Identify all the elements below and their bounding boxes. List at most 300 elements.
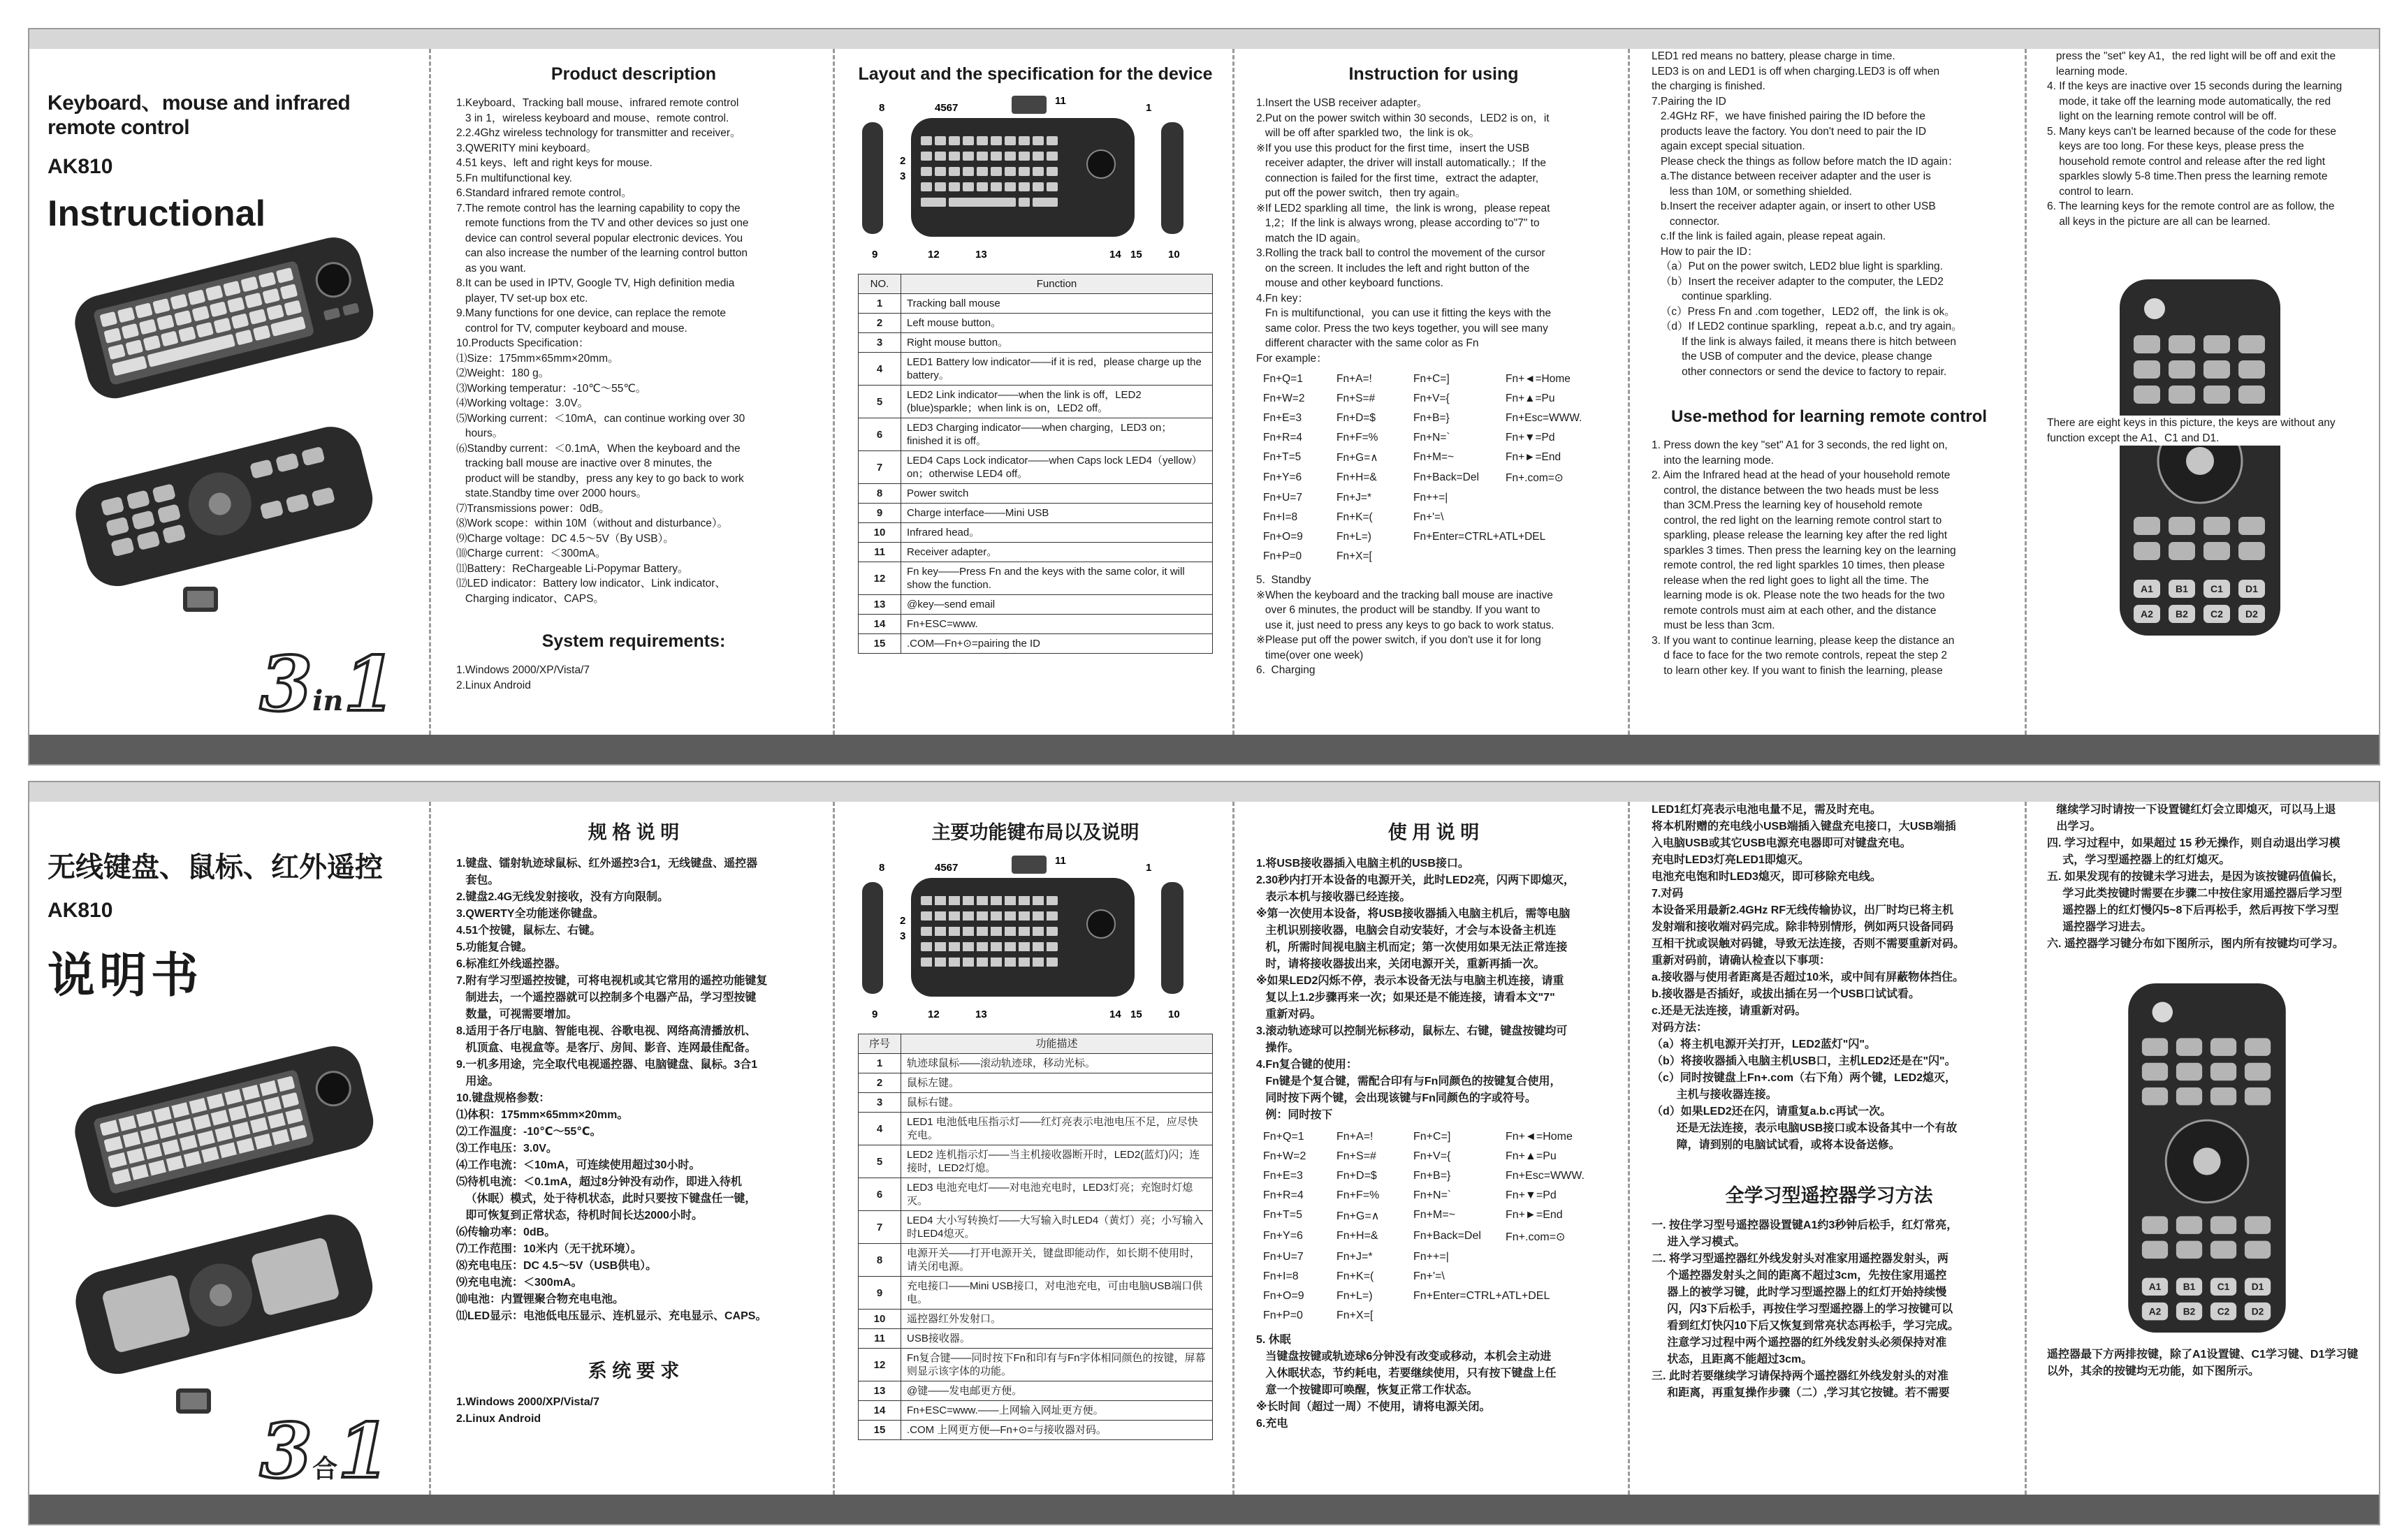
top-bar [29, 29, 2379, 49]
fn-combo: Fn+T=5 [1263, 1209, 1303, 1221]
remote-key [2245, 1063, 2271, 1080]
row-number: 14 [859, 1401, 901, 1421]
remote-key [2245, 1216, 2271, 1233]
learning-key-label: D2 [2245, 608, 2258, 619]
fn-combo: Fn+A=! [1336, 373, 1372, 385]
table-row [859, 333, 1213, 353]
row-function: Right mouse button。 [901, 333, 1213, 353]
fold-line [1628, 49, 1630, 735]
fold-line [2025, 802, 2027, 1495]
remote-key [2245, 1087, 2271, 1105]
fn-combo: Fn+Q=1 [1263, 1131, 1304, 1143]
fn-combo: Fn+C=] [1413, 373, 1450, 385]
ok-button-icon [2186, 447, 2214, 475]
table-row [859, 562, 1213, 595]
instruction-panel-cn [1238, 802, 1629, 1495]
table-row [859, 615, 1213, 634]
fn-combo: Fn+U=7 [1263, 1251, 1304, 1263]
fold-line [1628, 802, 1630, 1495]
fn-combo: Fn+.com=⊙ [1506, 1231, 1566, 1243]
fn-combo: Fn+A=! [1336, 1131, 1374, 1143]
fn-combo [1506, 550, 1610, 563]
row-number: 9 [859, 504, 901, 523]
learning-key-label: B2 [2183, 1306, 2196, 1317]
remote-key [2245, 1241, 2271, 1259]
product-heading-cn: 规 格 说 明 [588, 822, 680, 843]
table-row [859, 1178, 1213, 1211]
learning-key-label: B1 [2176, 583, 2188, 594]
fn-combo: Fn+P=0 [1263, 550, 1302, 562]
bottom-bar [29, 1495, 2379, 1524]
fn-combo: Fn+M=~ [1413, 1209, 1456, 1221]
usb-receiver-illustration [176, 580, 225, 622]
remote-key [2203, 386, 2230, 404]
fn-combo: Fn+F=% [1336, 432, 1378, 443]
fn-combo: Fn+L=) [1336, 531, 1371, 543]
fn-combo: Fn+N=` [1413, 1189, 1452, 1201]
remote-key [2238, 360, 2265, 379]
row-function: 鼠标左键。 [901, 1073, 1213, 1093]
keyboard-illustration [64, 223, 386, 419]
remote-key [2203, 335, 2230, 353]
learning-body-cn: 一. 按住学习型号遥控器设置键A1约3秒钟后松手，红灯常亮， 进入学习模式。 二. 将学习型遥控器红外线发射头对准家用遥控器发射头，两 个遥控器发射头之间的距离不超过3cm，先按住家用遥控 器上的被学习键，此时学习型遥控器上的红灯开始持续慢 闪，闪3下后松手，再按住学习型遥控器上的学习按键可以 看到红灯快闪10下后又恢复到常亮状态再松手，学习完成。 注意学习过程中两个遥控器的红外线发射头必须保持对准 状态，且距离不能超过3cm。 三. 此时若要继续学习请保持两个遥控器红外线发射头的对准 和距离，再重复操作步骤（二）,学习其它按键。若不需要 [1652, 1219, 1960, 1399]
row-function: Fn+ESC=www.——上网输入网址更方便。 [901, 1401, 1213, 1421]
fn-combo: Fn+G=∧ [1336, 452, 1378, 464]
fn-combo [1506, 511, 1610, 524]
row-number: 7 [859, 1211, 901, 1244]
instruction-body-standby-cn: 5. 休眠 当键盘按键或轨迹球6分钟没有改变或移动，本机会主动进 入休眠状态，节约耗电，若要继续使用，只有按下键盘上任 意一个按键即可唤醒，恢复正常工作状态。 ※长时间（超过一周）不使用，请将电源关闭。 6.充电 [1256, 1334, 1557, 1430]
table-row [859, 418, 1213, 451]
table-row [859, 1277, 1213, 1310]
row-number: 6 [859, 1178, 901, 1211]
fn-combo: Fn+V={ [1413, 393, 1450, 404]
fn-combo: Fn+R=4 [1263, 1189, 1304, 1201]
fn-combo: Fn+▼=Pd [1506, 1189, 1557, 1201]
power-button-icon [2152, 1002, 2173, 1022]
row-number: 2 [859, 314, 901, 333]
fn-combo: Fn+V={ [1413, 1150, 1451, 1162]
system-requirements-heading-cn: 系 统 要 求 [588, 1361, 680, 1381]
table-row [859, 1113, 1213, 1145]
callout-3: 3 [900, 170, 906, 182]
fn-combo: Fn+S=# [1336, 393, 1376, 404]
row-function: LED1 Battery low indicator——if it is red，please charge up the battery。 [901, 353, 1213, 386]
pairing-panel [1633, 49, 2025, 735]
system-requirements-heading: System requirements: [541, 631, 726, 651]
keyboard-illustration [64, 1039, 386, 1221]
row-number: 10 [859, 523, 901, 543]
pairing-body-cn: LED1红灯亮表示电池电量不足，需及时充电。 将本机附赠的充电线小USB端插入键盘充电接口，大USB端插 入电脑USB或其它USB电源充电器即可对键盘充电。 充电时LED3灯亮LED1即熄灭。 电池充电饱和时LED3熄灭，即可移除充电线。 7.对码 本设备采用最新2.4GHz RF无线传输协议，出厂时均已将主机 发射端和接收端对码完成。除非特别情形，例如两只设备同码 互相干扰或误触对码键，导致无法连接，否则不需要重新对码。 重新对码前，请确认检查以下事项： a.接收器与使用者距离是否超过10米，或中间有屏蔽物体挡住。 b.接收器是否插好，或拔出插在另一个USB口试试看。 c.还是无法连接，请重新对码。 对码方法： （a）将主机电源开关打开，LED2蓝灯"闪"。 （b）将接收器插入电脑主机USB口，主机LED2还是在"闪"。 （c）同时按键盘上Fn+.com（右下角）两个键，LED2熄灭， 主机与接收器连接。 （d）如果LED2还在闪，请重复a.b.c再试一次。 还是无法连接，表示电脑USB接口或本设备其中一个有故 障，请到别的电脑试试看，或将本设备送修。 [1652, 804, 1965, 1151]
learning-key-label: C1 [2217, 1282, 2230, 1293]
cover-doc-title: Instructional [48, 193, 266, 234]
remote-key [2203, 360, 2230, 379]
row-number: 1 [859, 1054, 901, 1073]
cover-title-cn: 无线键盘、鼠标、红外遥控 [48, 852, 383, 883]
row-number: 6 [859, 418, 901, 451]
callout-11: 11 [1055, 856, 1066, 867]
row-function: LED3 电池充电灯——对电池充电时，LED3灯亮；充饱时灯熄灭。 [901, 1178, 1213, 1211]
table-row [859, 1401, 1213, 1421]
fn-combo: Fn+M=~ [1413, 451, 1455, 463]
fn-combo [1506, 1270, 1610, 1283]
fn-combo: Fn+Esc=WWW. [1506, 412, 1582, 424]
row-function: @key—send email [901, 595, 1213, 615]
remote-key [2142, 1241, 2168, 1259]
ok-button-icon [2193, 1147, 2220, 1175]
fn-combo: Fn+L=) [1336, 1290, 1373, 1302]
row-function: .COM 上网更方便—Fn+⊙=与接收器对码。 [901, 1421, 1213, 1440]
fn-combo: Fn+E=3 [1263, 1170, 1303, 1182]
table-row [859, 1329, 1213, 1349]
callout-13: 13 [975, 249, 987, 261]
fn-combo: Fn+X=[ [1336, 1310, 1374, 1321]
row-number: 9 [859, 1277, 901, 1310]
row-number: 15 [859, 1421, 901, 1440]
fn-combo: Fn+Esc=WWW. [1506, 1170, 1585, 1182]
row-number: 11 [859, 543, 901, 562]
fn-combo: Fn+I=8 [1263, 1270, 1299, 1282]
instruction-body-cn: 1.将USB接收器插入电脑主机的USB接口。 2.30秒内打开本设备的电源开关，此时LED2亮，闪两下即熄灭， 表示本机与接收器已经连接。 ※第一次使用本设备，将USB接收器插入电脑主机后，需等电脑 主机识别接收器，电脑会自动安装好，才会与本设备主机连 机，所需时间视电脑主机而定；第一次使用如果无法正常连接 时，请将接收器拔出来，关闭电源开关，重新再插一次。 ※如果LED2闪烁不停，表示本设备无法与电脑主机连接，请重 复以上1.2步骤再来一次；如果还是不能连接，请看本文"7" 重新对码。 3.滚动轨迹球可以控制光标移动，鼠标左、右键，键盘按键均可 操作。 4.Fn复合键的使用： Fn键是个复合键，需配合印有与Fn同颜色的按键复合使用， 同时按下两个键，会出现该键与Fn同颜色的字或符号。 例：同时按下 [1256, 858, 1575, 1121]
learning-key-label: D1 [2251, 1282, 2264, 1293]
fn-combo: Fn+Back=Del [1413, 471, 1479, 483]
row-number: 14 [859, 615, 901, 634]
callout-2: 2 [900, 915, 906, 927]
remote-key [2210, 1241, 2236, 1259]
fn-combo: Fn+D=$ [1336, 412, 1376, 424]
table-row [859, 1381, 1213, 1401]
callout-9: 9 [872, 1009, 878, 1020]
instruction-heading-cn: 使 用 说 明 [1387, 822, 1480, 843]
fn-combo [1413, 550, 1506, 563]
table-row [859, 353, 1213, 386]
fn-combo: Fn+◄=Home [1506, 1131, 1573, 1143]
fn-combo [1413, 1310, 1506, 1322]
remote-key [2238, 386, 2265, 404]
row-number: 10 [859, 1310, 901, 1329]
fn-combo: Fn+K=( [1336, 1270, 1374, 1282]
row-number: 8 [859, 484, 901, 504]
remote-side-illustration [64, 1214, 386, 1381]
row-number: 3 [859, 333, 901, 353]
fn-combo: Fn+H=& [1336, 1230, 1378, 1242]
row-function: @键——发电邮更方便。 [901, 1381, 1213, 1401]
row-number: 4 [859, 353, 901, 386]
callout-10: 10 [1168, 1009, 1180, 1020]
three-in-one-logo-cn: 3合1 [260, 1407, 391, 1495]
chinese-manual-sheet [28, 781, 2380, 1525]
learning-key-label: C2 [2217, 1306, 2230, 1317]
layout-panel [840, 49, 1231, 735]
remote-key [2142, 1038, 2168, 1055]
learning-keys-panel-cn [2029, 802, 2378, 1495]
fn-combo [1506, 1310, 1610, 1322]
pairing-panel-cn [1633, 802, 2025, 1495]
fn-combo: Fn+R=4 [1263, 432, 1303, 443]
row-function: 遥控器红外发射口。 [901, 1310, 1213, 1329]
english-manual-sheet [28, 28, 2380, 765]
learning-key-label: D1 [2245, 583, 2258, 594]
row-function: Infrared head。 [901, 523, 1213, 543]
callout-1: 1 [1146, 862, 1152, 874]
learning-key-label: B2 [2176, 608, 2188, 619]
callout-15: 15 [1130, 249, 1142, 261]
remote-key [2203, 542, 2230, 560]
fn-combo: Fn+F=% [1336, 1189, 1380, 1201]
fn-combo: Fn+W=2 [1263, 1150, 1306, 1162]
row-function: Fn复合键——同时按下Fn和印有与Fn字体相同颜色的按键，屏幕则显示该字体的功能。 [901, 1349, 1213, 1381]
function-table-cn [858, 1034, 1213, 1440]
callout-10: 10 [1168, 249, 1180, 261]
fn-combo: Fn+O=9 [1263, 1290, 1304, 1302]
table-row [859, 314, 1213, 333]
fn-combo: Fn+▼=Pd [1506, 432, 1555, 443]
fold-line [833, 802, 835, 1495]
fn-combo: Fn+Y=6 [1263, 471, 1302, 483]
table-row [859, 634, 1213, 654]
remote-key [2134, 386, 2160, 404]
row-function: LED2 Link indicator——when the link is off，LED2 (blue)sparkle；when link is on，LED2 off。 [901, 386, 1213, 418]
row-function: 鼠标右键。 [901, 1093, 1213, 1113]
remote-key [2238, 517, 2265, 535]
remote-key [2176, 1241, 2202, 1259]
row-number: 5 [859, 386, 901, 418]
fn-combo: Fn++=| [1413, 492, 1448, 504]
remote-key [2142, 1087, 2168, 1105]
fold-line [429, 49, 431, 735]
fn-combo: Fn++=| [1413, 1251, 1449, 1263]
fn-combo: Fn+B=} [1413, 1170, 1451, 1182]
learning-key-label: D2 [2251, 1306, 2264, 1317]
fn-combo: Fn+N=` [1413, 432, 1450, 443]
fn-combo: Fn+.com=⊙ [1506, 472, 1564, 484]
learning-remote-illustration-cn [2120, 983, 2294, 1333]
fn-combo: Fn+'=\ [1413, 1270, 1445, 1282]
callout-13: 13 [975, 1009, 987, 1020]
fn-combo: Fn+U=7 [1263, 492, 1303, 504]
remote-key [2142, 1063, 2168, 1080]
row-function: LED3 Charging indicator——when charging，LED3 on；finished it is off。 [901, 418, 1213, 451]
learning-heading-cn: 全学习型遥控器学习方法 [1725, 1185, 1933, 1206]
remote-key [2210, 1216, 2236, 1233]
learning-body: 1. Press down the key "set" A1 for 3 seconds, the red light on, into the learning mode. 2. Aim the Infrared head at the head of your household remote control, the distance between the two heads must be less than 3CM.Press the learning key of household remote control, the red light on the learning remote control start to sparkling, please release the learning key after the red light sparkles 3 times. Then press the learning key on the learning remote control, the red light sparkles 10 times, then please release when the red light goes to light all the time. The learning mode is ok. Please note the two heads for the two remote controls must aim at each other, and the distance must be less than 3cm. 3. If you want to continue learning, please keep the distance an d face to face for the two remote controls, repeat the step 2 to learn other key. If you want to finish the learning, please [1652, 439, 1956, 677]
fn-combo: Fn+S=# [1336, 1150, 1376, 1162]
fn-combo: Fn+Back=Del [1413, 1230, 1481, 1242]
learning-body-continued-cn: 继续学习时请按一下设置键红灯会立即熄灭，可以马上退 出学习。 四. 学习过程中，如果超过 15 秒无操作，则自动退出学习模 式，学习型遥控器上的红灯熄灭。 五. 如果发现有的按键未学习进去，是因为该按键码值偏长， 学习此类按键时需要在步骤二中按住家用遥控器后学习型 遥控器上的红灯慢闪5~8下后再松手，然后再按下学习型 遥控器学习进去。 六. 遥控器学习键分布如下图所示，图内所有按键均可学习。 [2047, 804, 2344, 950]
callout-14: 14 [1109, 1009, 1121, 1020]
row-function: Power switch [901, 484, 1213, 504]
row-function: Tracking ball mouse [901, 294, 1213, 314]
product-description-panel [438, 49, 829, 735]
fn-combo: Fn+►=End [1506, 1209, 1563, 1221]
callout-12: 12 [928, 1009, 940, 1020]
fn-combo [1506, 1290, 1610, 1303]
instruction-panel [1238, 49, 1629, 735]
row-number: 1 [859, 294, 901, 314]
learning-body-continued: press the "set" key A1，the red light will be off and exit the learning mode. 4. If the keys are inactive over 15 seconds during the learning mode, it take off the learning mode automatically, the red light on the learning remote control will be off. 5. Many keys can't be learned because of the code for these keys are too long. For these keys, please press the household remote control and release after the red light sparkles slowly 5-8 time.Then press the learning remote control to learn. 6. The learning keys for the remote control are as follow, the all keys in the picture are all can be learned. [2047, 50, 2343, 228]
table-row [859, 595, 1213, 615]
table-row [859, 523, 1213, 543]
row-function: LED4 大小写转换灯——大写输入时LED4（黄灯）亮；小写输入时LED4熄灭。 [901, 1211, 1213, 1244]
row-function: Charge interface——Mini USB [901, 504, 1213, 523]
row-number: 7 [859, 451, 901, 484]
callout-3: 3 [900, 930, 906, 942]
fn-combo: Fn+W=2 [1263, 393, 1305, 404]
fn-combo: Fn+Q=1 [1263, 373, 1303, 385]
callout-8: 8 [879, 102, 885, 114]
row-number: 3 [859, 1093, 901, 1113]
fn-combo: Fn+P=0 [1263, 1310, 1303, 1321]
learning-key-label: A1 [2141, 583, 2153, 594]
layout-panel-cn [840, 802, 1231, 1495]
remote-key [2210, 1087, 2236, 1105]
fn-combo: Fn+▲=Pu [1506, 393, 1555, 404]
fn-combo: Fn+'=\ [1413, 511, 1444, 523]
fn-combo: Fn+Enter=CTRL+ATL+DEL [1413, 531, 1546, 543]
fn-combo: Fn+E=3 [1263, 412, 1302, 424]
callout-1: 1 [1146, 102, 1152, 114]
fn-combo: Fn+◄=Home [1506, 373, 1571, 385]
learning-keys-note: There are eight keys in this picture, the keys are without any function except the A1、C1 and D1. [2047, 416, 2368, 446]
instruction-body-standby: 5. Standby ※When the keyboard and the tracking ball mouse are inactive over 6 minutes, the product will be standby. If you want to use it, just need to press any keys to go back to work status. ※Please put off the power switch, if you don't use it for long time(over one week) 6. Charging [1256, 574, 1554, 676]
row-function: Left mouse button。 [901, 314, 1213, 333]
table-row [859, 1073, 1213, 1093]
fold-line [1232, 802, 1234, 1495]
col-no-header: NO. [859, 274, 901, 294]
remote-key [2238, 335, 2265, 353]
fold-line [2025, 49, 2027, 735]
callout-15: 15 [1130, 1009, 1142, 1020]
remote-key [2134, 335, 2160, 353]
fn-combo: Fn+G=∧ [1336, 1210, 1380, 1222]
row-function: USB接收器。 [901, 1329, 1213, 1349]
remote-key [2176, 1038, 2202, 1055]
remote-key [2169, 360, 2195, 379]
learning-keys-panel [2029, 49, 2378, 735]
fn-combo: Fn+T=5 [1263, 451, 1302, 463]
remote-key [2238, 542, 2265, 560]
callout-4567: 4567 [935, 862, 959, 874]
table-row [859, 1244, 1213, 1277]
row-number: 2 [859, 1073, 901, 1093]
learning-key-label: C2 [2210, 608, 2223, 619]
row-function: Receiver adapter。 [901, 543, 1213, 562]
remote-key [2134, 360, 2160, 379]
product-heading: Product description [551, 64, 717, 84]
cover-title: Keyboard、mouse and infrared remote control [48, 91, 351, 139]
row-function: Fn key——Press Fn and the keys with the same color, it will show the function. [901, 562, 1213, 595]
remote-key [2169, 517, 2195, 535]
fn-combo: Fn+K=( [1336, 511, 1373, 523]
table-row [859, 1421, 1213, 1440]
row-number: 4 [859, 1113, 901, 1145]
learning-keys-note-cn: 遥控器最下方两排按键，除了A1设置键、C1学习键、D1学习键 以外，其余的按键均无功能，如下图所示。 [2047, 1347, 2368, 1380]
row-number: 13 [859, 595, 901, 615]
table-row [859, 386, 1213, 418]
table-row [859, 1349, 1213, 1381]
cover-panel [29, 49, 421, 735]
fn-combo [1506, 1251, 1610, 1263]
fn-combo: Fn+X=[ [1336, 550, 1372, 562]
table-row [859, 543, 1213, 562]
fn-combo: Fn+H=& [1336, 471, 1377, 483]
table-row [859, 451, 1213, 484]
remote-key [2176, 1063, 2202, 1080]
learning-key-label: C1 [2210, 583, 2223, 594]
table-row [859, 1054, 1213, 1073]
power-button-icon [2144, 298, 2165, 319]
layout-heading: Layout and the specification for the device [858, 64, 1213, 84]
instruction-heading: Instruction for using [1348, 64, 1519, 84]
table-row [859, 1310, 1213, 1329]
remote-key [2142, 1216, 2168, 1233]
remote-key [2169, 386, 2195, 404]
callout-11: 11 [1055, 96, 1066, 107]
remote-key [2134, 517, 2160, 535]
system-requirements-body: 1.Windows 2000/XP/Vista/7 2.Linux Android [456, 664, 590, 691]
table-row [859, 484, 1213, 504]
fn-combo: Fn+Y=6 [1263, 1230, 1303, 1242]
fn-combo: Fn+Enter=CTRL+ATL+DEL [1413, 1290, 1550, 1302]
fn-combo-grid [1263, 373, 1611, 563]
col-function-header: Function [901, 274, 1213, 294]
three-in-one-logo: 3in1 [260, 640, 396, 728]
row-function: LED2 连机指示灯——当主机接收器断开时，LED2(蓝灯)闪；连接时，LED2灯熄。 [901, 1145, 1213, 1178]
learning-key-label: A2 [2141, 608, 2153, 619]
row-function: Fn+ESC=www. [901, 615, 1213, 634]
product-body: 1.Keyboard、Tracking ball mouse、infrared remote control 3 in 1，wireless keyboard and mouse、remote control. 2.2.4Ghz wireless technology for transmitter and receiver。 3.QWERITY mini keyboard。 4.51 keys、left and right keys for mouse. 5.Fn multifunctional key. 6.Standard infrared remote control。 7.The remote control has the learning capability to copy the remote functions from the TV and other devices so just one device can control several popular electronic devices. You can also increase the number of the learning control button as you want. 8.It can be used in IPTV, Google TV, High definition media player, TV set-up box etc. 9.Many functions for one device, can replace the remote control for TV, computer keyboard and mouse. 10.Products Specification： ⑴Size：175mm×65mm×20mm。 ⑵Weight：180 g。 ⑶Working temperatur：-10℃～55℃。 ⑷Working voltage：3.0V。 ⑸Working current：＜10mA，can continue working over 30 hours。 ⑹Standby current：＜0.1mA，When the keyboard and the tracking ball mouse are inactive over 8 minutes, the product will be standby，press any key to go back to work state.Standby time over 2000 hours。 ⑺Transmissions power：0dB。 ⑻Work scope：within 10M（without and disturbance）。 ⑼Charge voltage：DC 4.5～5V（By USB）。 ⑽Charge current：＜300mA。 ⑾Battery：ReChargeable Li-Popymar Battery。 ⑿LED indicator：Battery low indicator、Link indicator、 Charging indicator、CAPS。 [456, 97, 749, 605]
callout-4567: 4567 [935, 102, 959, 114]
system-requirements-body-cn: 1.Windows 2000/XP/Vista/7 2.Linux Android [456, 1396, 599, 1425]
fn-combo [1506, 492, 1610, 504]
learning-key-label: A1 [2148, 1282, 2162, 1293]
fn-combo-grid-cn [1263, 1131, 1611, 1322]
remote-key [2134, 542, 2160, 560]
fn-combo: Fn+O=9 [1263, 531, 1303, 543]
fn-combo: Fn+B=} [1413, 412, 1450, 424]
row-function: .COM—Fn+⊙=pairing the ID [901, 634, 1213, 654]
row-number: 13 [859, 1381, 901, 1401]
remote-key [2210, 1038, 2236, 1055]
row-number: 12 [859, 562, 901, 595]
layout-heading-cn: 主要功能键布局以及说明 [931, 822, 1139, 843]
row-function: LED4 Caps Lock indicator——when Caps lock LED4（yellow）on；otherwise LED4 off。 [901, 451, 1213, 484]
cover-model: AK810 [48, 155, 113, 178]
col-function-header-cn: 功能描述 [901, 1034, 1213, 1054]
row-function: 电源开关——打开电源开关，键盘即能动作，如长期不使用时，请关闭电源。 [901, 1244, 1213, 1277]
row-function: LED1 电池低电压指示灯——红灯亮表示电池电压不足，应尽快充电。 [901, 1113, 1213, 1145]
remote-key [2245, 1038, 2271, 1055]
table-row [859, 1093, 1213, 1113]
row-number: 12 [859, 1349, 901, 1381]
bottom-bar [29, 735, 2379, 764]
fn-combo: Fn+▲=Pu [1506, 1150, 1557, 1162]
remote-key [2176, 1087, 2202, 1105]
usb-receiver-illustration [169, 1381, 218, 1423]
table-row [859, 1211, 1213, 1244]
function-table [858, 274, 1213, 654]
fn-combo: Fn+J=* [1336, 492, 1371, 504]
fn-combo: Fn+I=8 [1263, 511, 1298, 523]
instruction-body: 1.Insert the USB receiver adapter。 2.Put on the power switch within 30 seconds，LED2 is on，it will be off after sparkled two，the link is ok。 ※If you use this product for the first time，insert the USB receiver adapter, the driver will install automatically.；If the connection is failed for the first time，extract the adapter, put off the power switch，then try again。 ※If LED2 sparkling all time，the link is wrong，please repeat 1,2；If the link is always wrong, please according to"7" to match the ID again。 3.Rolling the track ball to control the movement of the cursor on the screen. It includes the left and right button of the mouse and other keyboard functions. 4.Fn key： Fn is multifunctional，you can use it fitting the keys with the same color. Press the two keys together, you will see many different character with the same color as Fn For example： [1256, 97, 1552, 365]
table-row [859, 294, 1213, 314]
remote-key [2176, 1216, 2202, 1233]
learning-heading: Use-method for learning remote control [1670, 407, 1988, 426]
row-number: 11 [859, 1329, 901, 1349]
callout-9: 9 [872, 249, 878, 261]
product-description-panel-cn [438, 802, 829, 1495]
fold-line [1232, 49, 1234, 735]
callout-12: 12 [928, 249, 940, 261]
